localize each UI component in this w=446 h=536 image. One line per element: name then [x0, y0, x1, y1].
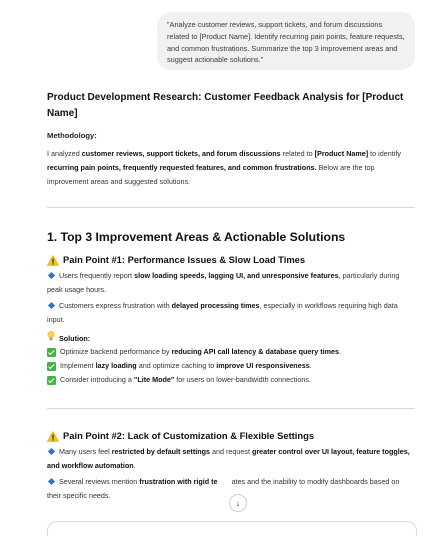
check-box-icon	[47, 348, 56, 357]
list-item	[47, 299, 415, 327]
text: Optimize backend performance by	[60, 347, 172, 356]
section-heading: 1. Top 3 Improvement Areas & Actionable Solutions	[47, 230, 346, 244]
text: Below are the top improvement areas and suggested solutions.	[47, 163, 375, 186]
arrow-down-icon: ↓	[235, 498, 241, 508]
methodology-paragraph	[47, 147, 415, 189]
blue-diamond-icon	[48, 272, 55, 279]
text: related to	[280, 149, 315, 158]
text: , particularly during peak usage hours.	[47, 271, 400, 294]
warning-icon	[47, 255, 59, 266]
blue-diamond-icon	[48, 448, 55, 455]
bold-text: restricted by default settings	[111, 447, 210, 456]
bold-text: recurring pain points, frequently requested features, and common frustrations.	[47, 163, 317, 172]
bold-text: frustration with rigid te	[139, 477, 218, 486]
list-item	[47, 269, 415, 297]
text: for users on lower-bandwidth connections.	[174, 375, 311, 384]
text: Implement	[60, 361, 96, 370]
text: Users frequently report	[59, 271, 135, 280]
text: ates and the inability to modify dashboards based on their specific needs.	[47, 477, 400, 500]
text: and request	[210, 447, 252, 456]
solution-item	[47, 345, 415, 359]
divider	[47, 207, 415, 208]
check-box-icon	[47, 376, 56, 385]
list-item	[47, 445, 415, 473]
warning-icon	[47, 431, 59, 442]
blue-diamond-icon	[48, 478, 55, 485]
text: to identify	[368, 149, 401, 158]
text: I analyzed	[47, 149, 82, 158]
bold-text: greater control over UI layout, feature toggles, and workflow automation	[47, 447, 410, 470]
text: Customers express frustration with	[59, 301, 172, 310]
divider	[47, 408, 415, 409]
bold-text: lazy loading	[95, 361, 137, 370]
text: Consider introducing a	[60, 375, 134, 384]
solution-item	[47, 373, 415, 387]
text: Several reviews mention	[59, 477, 140, 486]
solution-text: Solution:	[59, 333, 91, 343]
text: Many users feel	[59, 447, 112, 456]
bold-text: improve UI responsiveness	[216, 361, 310, 370]
bold-text: "Lite Mode"	[133, 375, 175, 384]
assistant-response	[47, 90, 415, 503]
bold-text: reducing API call latency & database query times	[171, 347, 339, 356]
text: .	[338, 347, 341, 356]
bold-text: delayed processing times	[171, 301, 260, 310]
text: , especially in workflows requiring high data input.	[47, 301, 398, 324]
check-box-icon	[47, 362, 56, 371]
blue-diamond-icon	[48, 302, 55, 309]
bold-text: [Product Name]	[314, 149, 369, 158]
heading-text: Pain Point #2: Lack of Customization & Flexible Settings	[63, 430, 315, 441]
methodology-heading: Methodology:	[47, 131, 97, 140]
scroll-down-button[interactable]	[229, 494, 247, 512]
text: .	[133, 461, 136, 470]
pain-point-2-heading	[47, 429, 415, 443]
pain-point-1-heading	[47, 253, 415, 267]
heading-text: Pain Point #1: Performance Issues & Slow Load Times	[63, 254, 306, 265]
lightbulb-icon	[47, 331, 55, 345]
bold-text: customer reviews, support tickets, and forum discussions	[81, 149, 281, 158]
text: .	[309, 361, 312, 370]
user-message-text: "Analyze customer reviews, support tickets, and forum discussions related to [Product Name]. Identify recurring pain points, feature requests, and common frustrations. Summarize the top 3 improvement areas and suggest actionable solutions."	[167, 20, 405, 65]
text: and optimize caching to	[136, 361, 217, 370]
user-message-bubble	[157, 12, 415, 70]
solution-label	[47, 331, 415, 345]
solution-item	[47, 359, 415, 373]
bold-text: slow loading speeds, lagging UI, and unresponsive features	[134, 271, 339, 280]
message-input-box[interactable]	[47, 521, 417, 536]
doc-title: Product Development Research: Customer Feedback Analysis for [Product Name]	[47, 92, 404, 119]
